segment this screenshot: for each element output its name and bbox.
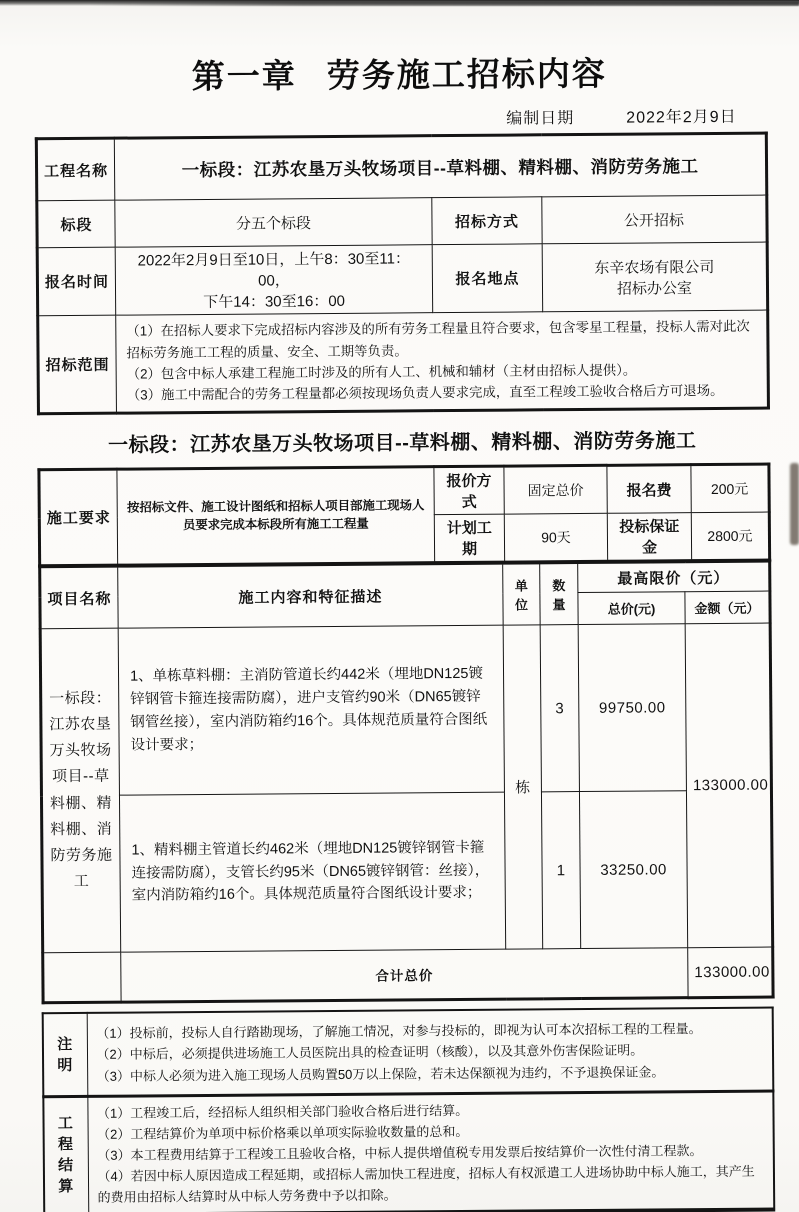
notes-content (87, 1008, 774, 1097)
signup-fee-label: 报名费 (607, 465, 691, 514)
signup-time-label: 报名时间 (37, 247, 116, 316)
bid-qty-2: 1 (541, 792, 580, 949)
settlement-item-2: （2）工程结算价为单项中标价格乘以单项实际验收数量的总和。 (97, 1123, 469, 1142)
bid-item-row-2 (41, 790, 772, 953)
signup-place-value: 东辛农场有限公司 招标办公室 (542, 242, 768, 312)
bid-item-row-1 (40, 623, 771, 796)
col-project-header: 项目名称 (40, 566, 118, 629)
table-row (37, 195, 767, 248)
signup-fee-value: 200元 (691, 464, 769, 513)
bid-unit-value: 栋 (503, 625, 543, 949)
requirement-value: 按招标文件、施工设计图纸和招标人项目部施工现场人员要求完成本标段所有施工工程量 (117, 467, 435, 565)
scan-smudge-artifact (790, 463, 799, 545)
section-label: 标段 (37, 200, 115, 248)
price-method-value: 固定总价 (504, 465, 607, 514)
project-info-table (35, 132, 770, 416)
bid-total-1: 99750.00 (578, 624, 686, 792)
scope-label: 招标范围 (38, 315, 117, 414)
signup-place-label: 报名地点 (432, 244, 543, 313)
duration-label: 计划工期 (434, 514, 504, 563)
requirements-table (37, 463, 771, 568)
scope-item-1: （1）在招标人要求下完成招标内容涉及的所有劳务工程量且符合要求，包含零星工程量，投标人需对此次招标劳务施工工程的质量、安全、工期等负责。 (126, 318, 750, 361)
bid-qty-1: 3 (540, 625, 579, 792)
col-total-header: 总价(元) (578, 592, 685, 625)
page-title (34, 47, 764, 100)
scope-item-2: （2）包含中标人承建工程施工时涉及的所有人工、机械和辅材（主材由招标人提供）。 (126, 362, 637, 382)
bid-amount-value: 133000.00 (685, 623, 773, 948)
table-row (43, 1091, 774, 1212)
scope-content (116, 310, 769, 413)
scan-edge-artifact-2 (90, 2, 799, 6)
settlement-item-3: （3）本工程费用结算于工程竣工且验收合格，中标人提供增值税专用发票后按结算价一次性付清工程款。 (97, 1142, 703, 1163)
sum-row-empty-cell (43, 952, 121, 1003)
bid-total-2: 33250.00 (579, 791, 687, 949)
page-title-text: 劳务施工招标内容 (326, 54, 607, 94)
duration-value: 90天 (504, 513, 607, 562)
sum-value: 133000.00 (688, 947, 773, 998)
col-description-header: 施工内容和特征描述 (118, 563, 503, 628)
project-name-value: 一标段：江苏农垦万头牧场项目--草料棚、精料棚、消防劳务施工 (114, 133, 766, 200)
table-row (36, 133, 766, 201)
sum-row (43, 947, 773, 1003)
settlement-item-4: （4）若因中标人原因造成工程延期，或招标人需加快工程进度，招标人有权派遣工人进场协助中标人施工，其产生的费用由招标人结算时从中标人劳务费中予以扣除。 (97, 1163, 755, 1205)
col-amount-header: 金额（元） (685, 591, 770, 624)
note-item-3: （3）中标人必须为进入施工现场人员购置50万以上保险，若未达保额视为违约，不予退换保证金。 (96, 1063, 665, 1084)
bid-item-description-2: 1、精料棚主管道长约462米（埋地DN125镀锌钢管卡箍连接需防腐），支管长约95米（DN65镀锌钢管：丝接），室内消防箱约16个。具体规范质量符合图纸设计要求； (119, 792, 505, 952)
section-value: 分五个标段 (115, 198, 432, 247)
col-qty-header: 数量 (540, 563, 578, 625)
table-row (38, 310, 769, 414)
compile-date-line (35, 104, 765, 133)
project-name-label: 工程名称 (36, 138, 114, 201)
bid-item-description-1: 1、单栋草料棚：主消防管道长约442米（埋地DN125镀锌钢管卡箍连接需防腐），进户支管约90米（DN65镀锌钢管丝接），室内消防箱约16个。具体规范质量符合图纸设计要求； (118, 625, 504, 795)
table-row (37, 242, 768, 316)
settlement-table (42, 1090, 775, 1212)
sum-label: 合计总价 (121, 948, 688, 1002)
deposit-label: 投标保证金 (607, 513, 691, 562)
notes-label: 注明 (43, 1013, 88, 1097)
page-title-chapter: 第一章 (191, 57, 297, 96)
table-row (39, 464, 769, 518)
bid-method-label: 招标方式 (432, 197, 542, 245)
scope-item-3: （3）施工中需配合的劳务工程量都必须按现场负责人要求完成，直至工程竣工验收合格后方可退场。 (126, 383, 724, 404)
col-unit-header: 单位 (503, 563, 540, 625)
signup-time-value: 2022年2月9日至10日，上午8：30至11：00， 下午14：30至16：00 (115, 245, 433, 315)
deposit-value: 2800元 (691, 512, 769, 561)
col-maxprice-header: 最高限价（元） (578, 561, 770, 593)
note-item-2: （2）中标后，必须提供进场施工人员医院出具的检查证明（核酸），以及其意外伤害保险证明。 (96, 1043, 644, 1063)
settlement-item-1: （1）工程竣工后，经招标人组织相关部门验收合格后进行结算。 (96, 1102, 469, 1121)
bid-method-value: 公开招标 (542, 195, 767, 244)
note-item-1: （1）投标前，投标人自行踏勘现场，了解施工情况，对参与投标的，即视为认可本次招标工程的工程量。 (96, 1021, 702, 1042)
bid-project-name: 一标段：江苏农垦万头牧场项目--草料棚、精料棚、消防劳务施工 (40, 628, 121, 953)
document-content (34, 41, 773, 1212)
price-method-label: 报价方式 (434, 466, 504, 515)
settlement-content (87, 1091, 774, 1212)
table-row (43, 1008, 774, 1098)
notes-table (42, 1007, 775, 1099)
requirement-label: 施工要求 (39, 469, 118, 566)
compile-date-value: 2022年2月9日 (626, 108, 737, 127)
compile-date-label: 编制日期 (506, 110, 575, 128)
settlement-label: 工程结算 (43, 1096, 88, 1212)
section-heading: 一标段：江苏农垦万头牧场项目--草料棚、精料棚、消防劳务施工 (107, 430, 697, 457)
bid-items-table (38, 560, 774, 1005)
